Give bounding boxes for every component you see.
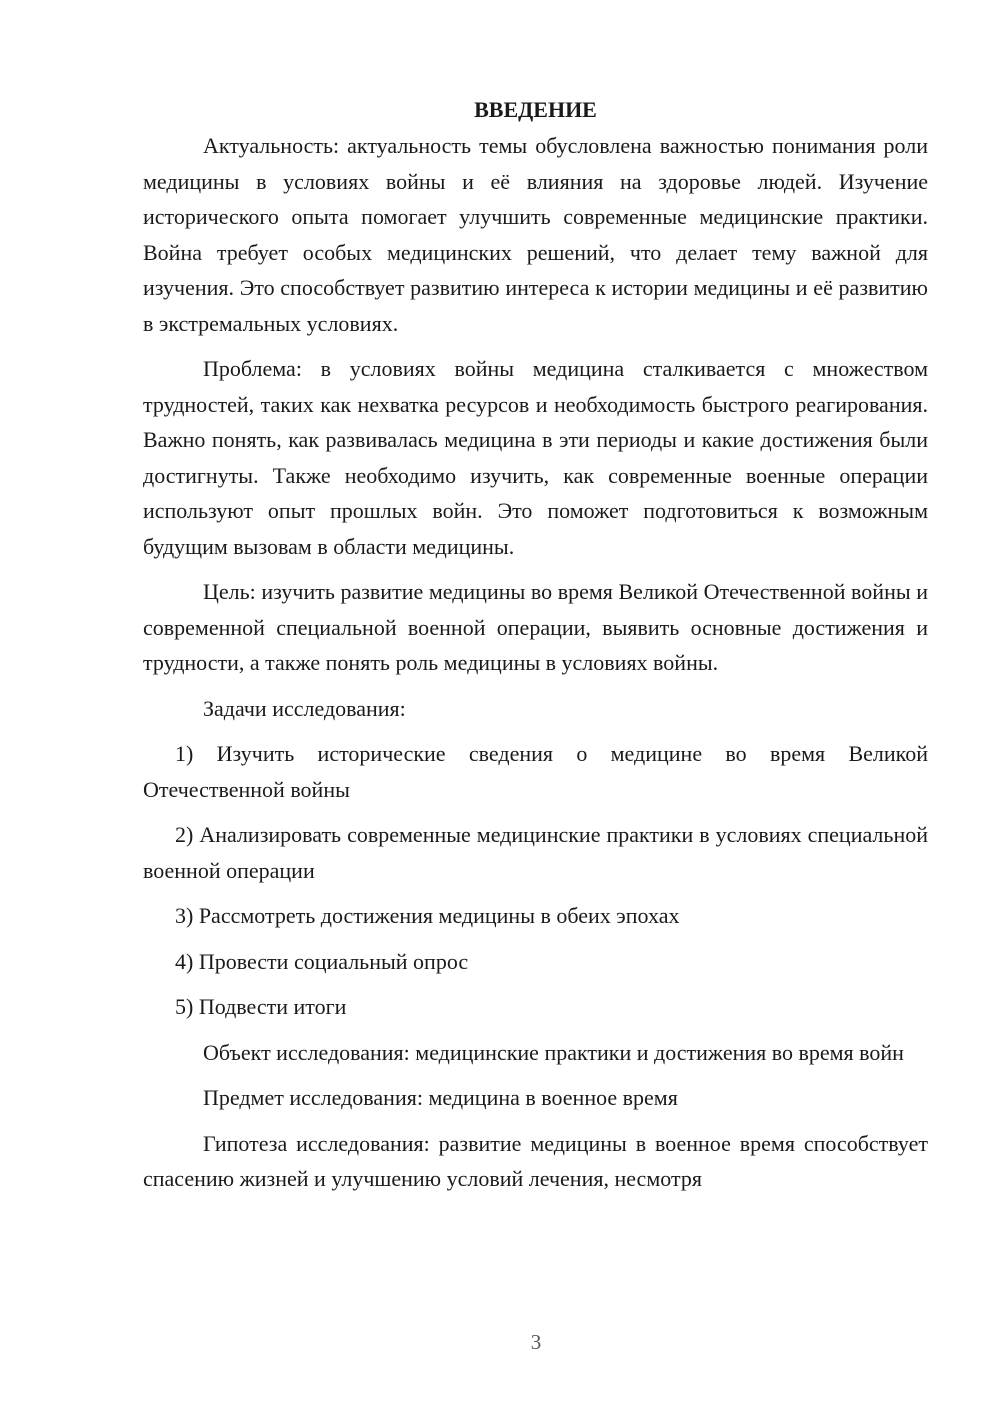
section-heading: ВВЕДЕНИЕ: [474, 97, 597, 122]
task-item-4: 4) Провести социальный опрос: [175, 948, 469, 974]
tasks-list: [143, 736, 928, 1025]
paragraph-object: Объект исследования: медицинские практики и достижения во время войн: [203, 1039, 904, 1065]
task-item-1: 1) Изучить исторические сведения о медицине во время Великой Отечественной войны: [143, 741, 928, 802]
paragraph-problem: Проблема: в условиях войны медицина сталкивается с множеством трудностей, таких как нехватка ресурсов и необходимость быстрого реагирования. Важно понять, как развивалась медицина в эти периоды и какие достижения были достигнуты. Также необходимо изучить, как современные военные операции используют опыт прошлых войн. Это поможет подготовиться к возможным будущим вызовам в области медицины.: [143, 356, 928, 559]
paragraph-subject: Предмет исследования: медицина в военное время: [203, 1085, 678, 1110]
paragraph-relevance: Актуальность: актуальность темы обусловлена важностью понимания роли медицины в условиях войны и её влияния на здоровье людей. Изучение исторического опыта помогает улучшить современные медицинские практики. Война требует особых медицинских решений, что делает тему важной для изучения. Это способствует развитию интереса к истории медицины и её развитию в экстремальных условиях.: [143, 133, 928, 336]
document-page: [143, 92, 928, 1207]
task-item-5: 5) Подвести итоги: [175, 994, 347, 1019]
paragraph-goal: Цель: изучить развитие медицины во время Великой Отечественной войны и современной специальной военной операции, выявить основные достижения и трудности, а также понять роль медицины в условиях войны.: [143, 579, 928, 675]
task-item-3: 3) Рассмотреть достижения медицины в обеих эпохах: [175, 903, 680, 928]
task-item-2: 2) Анализировать современные медицинские практики в условиях специальной военной операции: [143, 822, 928, 883]
tasks-heading: Задачи исследования:: [203, 695, 406, 721]
page-number: 3: [530, 1330, 542, 1354]
paragraph-hypothesis: Гипотеза исследования: развитие медицины в военное время способствует спасению жизней и улучшению условий лечения, несмотря: [143, 1130, 928, 1191]
